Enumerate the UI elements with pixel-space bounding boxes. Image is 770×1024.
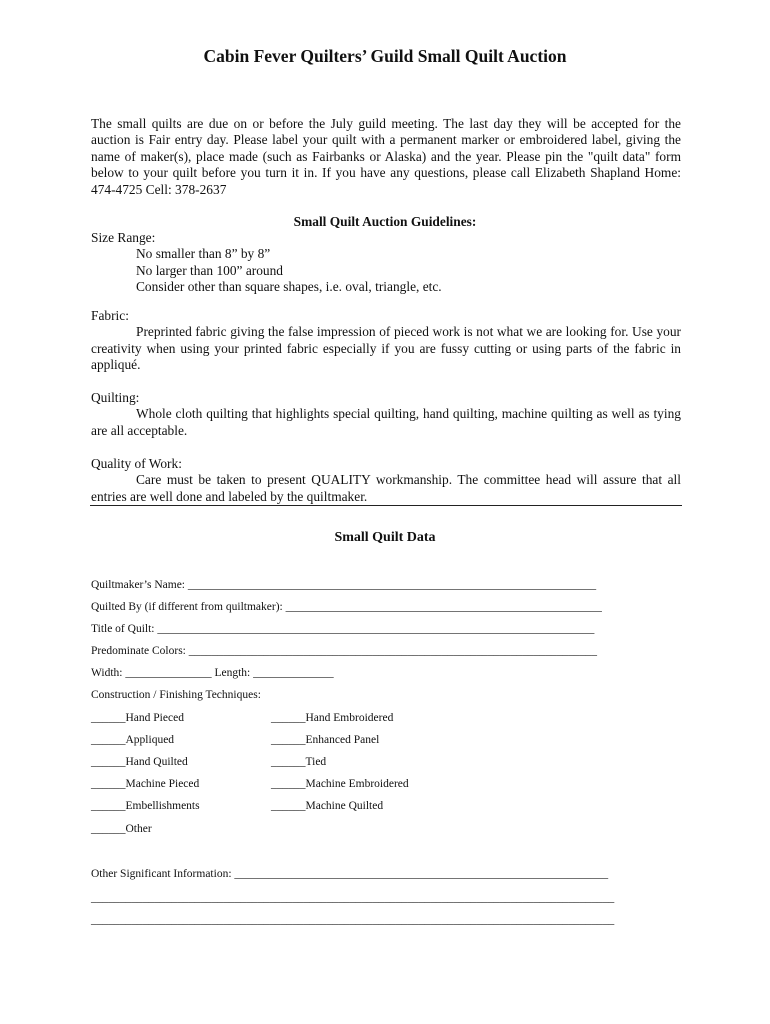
- quality-label: Quality of Work:: [91, 456, 182, 471]
- other-info-line[interactable]: ___________________________________________________________________________________________: [91, 914, 615, 926]
- quilting-text: Whole cloth quilting that highlights special quilting, hand quilting, machine quilting as well as tying are all acceptable.: [91, 406, 681, 438]
- form-heading: Small Quilt Data: [334, 530, 436, 545]
- guidelines-heading: Small Quilt Auction Guidelines:: [293, 214, 477, 229]
- technique-machine-quilted[interactable]: ______Machine Quilted: [271, 800, 384, 812]
- technique-other[interactable]: ______Other: [91, 823, 152, 835]
- size-range-item: No smaller than 8” by 8”: [136, 246, 271, 262]
- quality-section: [91, 456, 681, 505]
- quality-text: Care must be taken to present QUALITY workmanship. The committee head will assure that all entries are well done and labeled by the quiltmaker.: [91, 472, 681, 504]
- technique-hand-pieced[interactable]: ______Hand Pieced: [91, 712, 184, 724]
- colors-field[interactable]: Predominate Colors: _______________________________________________________________________: [91, 645, 597, 657]
- quilt-title-field[interactable]: Title of Quilt: ____________________________________________________________________________: [91, 623, 595, 635]
- size-range-section: [91, 230, 681, 296]
- dimensions-field[interactable]: Width: _______________ Length: ______________: [91, 667, 334, 679]
- technique-appliqued[interactable]: ______Appliqued: [91, 734, 175, 746]
- technique-hand-quilted[interactable]: ______Hand Quilted: [91, 756, 188, 768]
- section-divider: [90, 505, 682, 506]
- fabric-section: [91, 308, 681, 374]
- techniques-label: Construction / Finishing Techniques:: [91, 689, 261, 701]
- fabric-label: Fabric:: [91, 308, 129, 323]
- other-info-field[interactable]: Other Significant Information: _________________________________________________________________: [91, 868, 609, 880]
- quilting-label: Quilting:: [91, 390, 140, 405]
- technique-machine-embroidered[interactable]: ______Machine Embroidered: [271, 778, 409, 790]
- technique-hand-embroidered[interactable]: ______Hand Embroidered: [271, 712, 394, 724]
- size-range-item: No larger than 100” around: [136, 262, 284, 278]
- intro-paragraph: The small quilts are due on or before the July guild meeting. The last day they will be accepted for the auction is Fair entry day. Please label your quilt with a permanent marker or embroidered label, giving the name of maker(s), place made (such as Fairbanks or Alaska) and the year. Please pin the "quilt data" form below to your quilt before you turn it in. If you have any questions, please call Elizabeth Shapland Home: 474-4725 Cell: 378-2637: [91, 116, 681, 197]
- other-info-line[interactable]: ___________________________________________________________________________________________: [91, 892, 615, 904]
- size-range-label: Size Range:: [91, 230, 156, 245]
- technique-embellishments[interactable]: ______Embellishments: [91, 800, 200, 812]
- quilted-by-field[interactable]: Quilted By (if different from quiltmaker): _______________________________________________________: [91, 601, 602, 613]
- quilting-section: [91, 390, 681, 439]
- page-title: Cabin Fever Quilters’ Guild Small Quilt Auction: [203, 46, 567, 66]
- technique-machine-pieced[interactable]: ______Machine Pieced: [91, 778, 200, 790]
- technique-tied[interactable]: ______Tied: [271, 756, 327, 768]
- quiltmaker-name-field[interactable]: Quiltmaker’s Name: _______________________________________________________________________: [91, 579, 597, 591]
- technique-enhanced-panel[interactable]: ______Enhanced Panel: [271, 734, 380, 746]
- size-range-item: Consider other than square shapes, i.e. oval, triangle, etc.: [136, 279, 442, 295]
- fabric-text: Preprinted fabric giving the false impression of pieced work is not what we are looking for. Use your creativity when using your printed fabric especially if you are fussy cutting or using parts of the fabric in appliqué.: [91, 324, 681, 373]
